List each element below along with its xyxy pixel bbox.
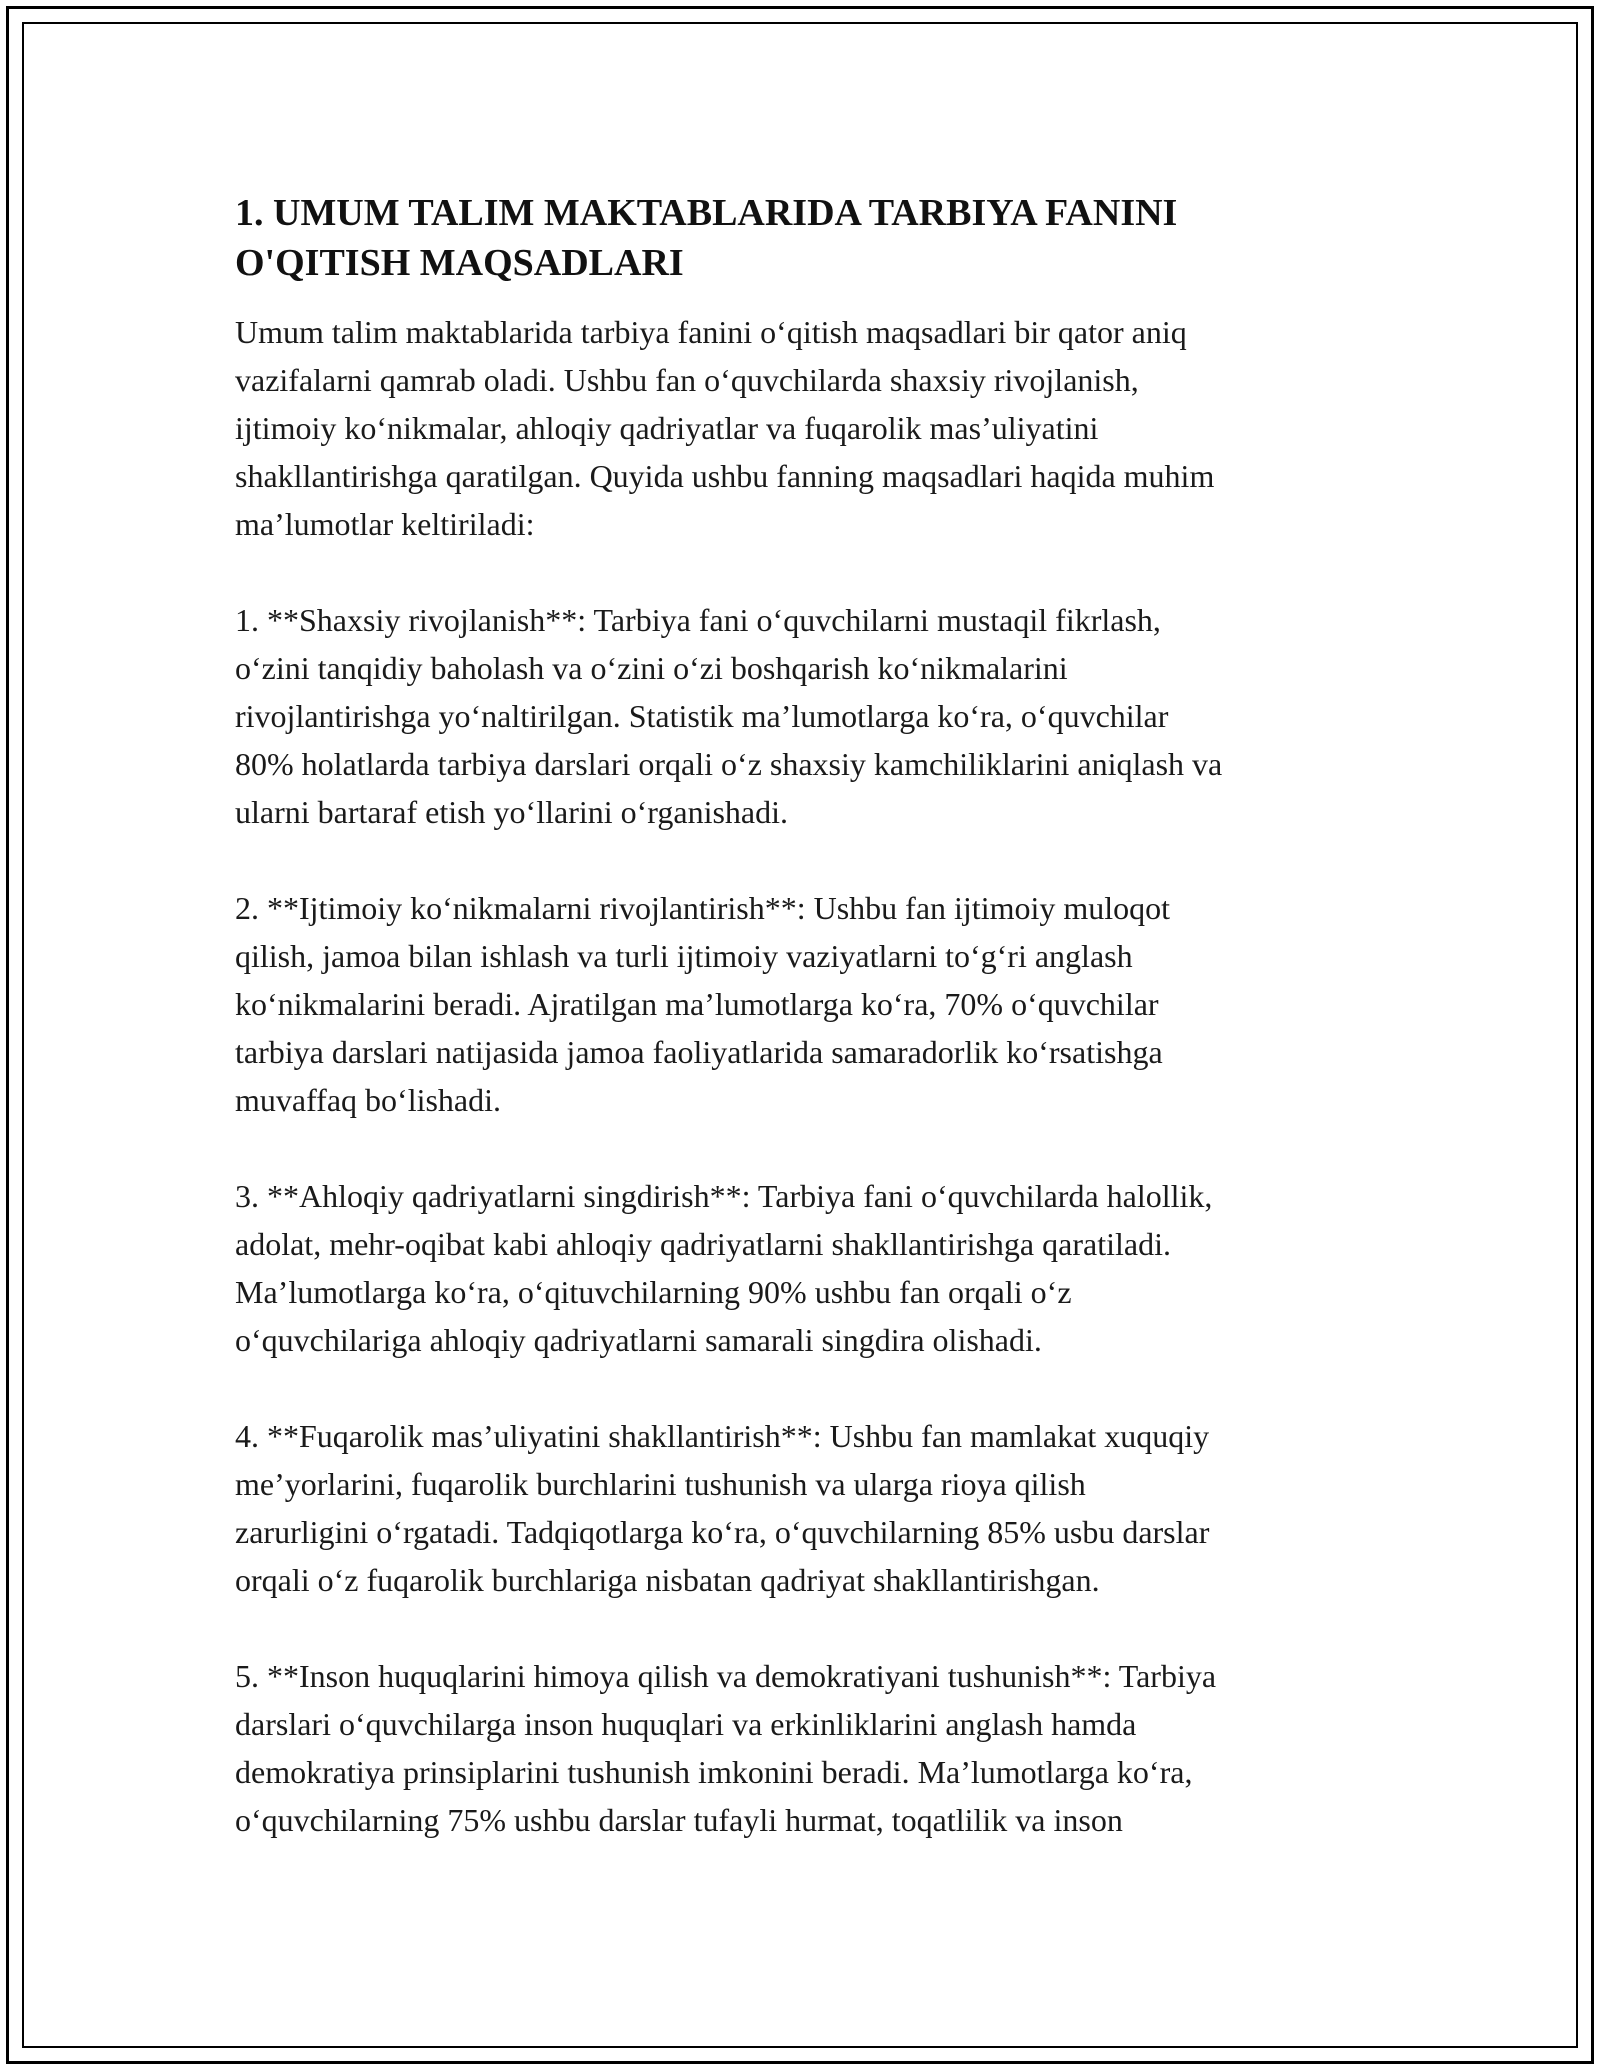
document-body (235, 188, 1375, 1892)
list-item-paragraph (235, 884, 1375, 1124)
text-line: ijtimoiy ko‘nikmalar, ahloqiy qadriyatlar va fuqarolik mas’uliyatini (235, 410, 1099, 446)
text-line: 3. **Ahloqiy qadriyatlarni singdirish**: Tarbiya fani o‘quvchilarda halollik, (235, 1178, 1213, 1214)
text-line: muvaffaq bo‘lishadi. (235, 1082, 502, 1118)
text-line: o‘zini tanqidiy baholash va o‘zini o‘zi boshqarish ko‘nikmalarini (235, 650, 1068, 686)
text-line: rivojlantirishga yo‘naltirilgan. Statistik ma’lumotlarga ko‘ra, o‘quvchilar (235, 698, 1169, 734)
text-line: o‘quvchilariga ahloqiy qadriyatlarni samarali singdira olishadi. (235, 1322, 1042, 1358)
section-heading (235, 188, 1375, 288)
heading-line: 1. UMUM TALIM MAKTABLARIDA TARBIYA FANINI (235, 192, 1178, 234)
text-line: darslari o‘quvchilarga inson huquqlari va erkinliklarini anglash hamda (235, 1706, 1137, 1742)
text-line: 1. **Shaxsiy rivojlanish**: Tarbiya fani o‘quvchilarni mustaqil fikrlash, (235, 602, 1161, 638)
text-line: demokratiya prinsiplarini tushunish imkonini beradi. Ma’lumotlarga ko‘ra, (235, 1754, 1193, 1790)
text-line: Ma’lumotlarga ko‘ra, o‘qituvchilarning 90% ushbu fan orqali o‘z (235, 1274, 1072, 1310)
text-line: Umum talim maktablarida tarbiya fanini o‘qitish maqsadlari bir qator aniq (235, 314, 1187, 350)
text-line: ma’lumotlar keltiriladi: (235, 506, 535, 542)
heading-line: O'QITISH MAQSADLARI (235, 242, 684, 284)
text-line: 5. **Inson huquqlarini himoya qilish va demokratiyani tushunish**: Tarbiya (235, 1658, 1217, 1694)
text-line: orqali o‘z fuqarolik burchlariga nisbatan qadriyat shakllantirishgan. (235, 1562, 1100, 1598)
text-line: 4. **Fuqarolik mas’uliyatini shakllantirish**: Ushbu fan mamlakat xuquqiy (235, 1418, 1210, 1454)
text-line: 2. **Ijtimoiy ko‘nikmalarni rivojlantirish**: Ushbu fan ijtimoiy muloqot (235, 890, 1171, 926)
text-line: me’yorlarini, fuqarolik burchlarini tushunish va ularga rioya qilish (235, 1466, 1086, 1502)
list-item-paragraph (235, 1172, 1375, 1364)
text-line: o‘quvchilarning 75% ushbu darslar tufayli hurmat, toqatlilik va inson (235, 1802, 1123, 1838)
list-item-paragraph (235, 1412, 1375, 1604)
intro-paragraph (235, 308, 1375, 548)
text-line: qilish, jamoa bilan ishlash va turli ijtimoiy vaziyatlarni to‘g‘ri anglash (235, 938, 1133, 974)
list-item-paragraph (235, 596, 1375, 836)
text-line: shakllantirishga qaratilgan. Quyida ushbu fanning maqsadlari haqida muhim (235, 458, 1215, 494)
text-line: ularni bartaraf etish yo‘llarini o‘rganishadi. (235, 794, 788, 830)
text-line: zarurligini o‘rgatadi. Tadqiqotlarga ko‘ra, o‘quvchilarning 85% usbu darslar (235, 1514, 1210, 1550)
list-item-paragraph (235, 1652, 1375, 1844)
text-line: adolat, mehr-oqibat kabi ahloqiy qadriyatlarni shakllantirishga qaratiladi. (235, 1226, 1171, 1262)
text-line: ko‘nikmalarini beradi. Ajratilgan ma’lumotlarga ko‘ra, 70% o‘quvchilar (235, 986, 1159, 1022)
text-line: tarbiya darslari natijasida jamoa faoliyatlarida samaradorlik ko‘rsatishga (235, 1034, 1163, 1070)
text-line: vazifalarni qamrab oladi. Ushbu fan o‘quvchilarda shaxsiy rivojlanish, (235, 362, 1139, 398)
text-line: 80% holatlarda tarbiya darslari orqali o‘z shaxsiy kamchiliklarini aniqlash va (235, 746, 1223, 782)
